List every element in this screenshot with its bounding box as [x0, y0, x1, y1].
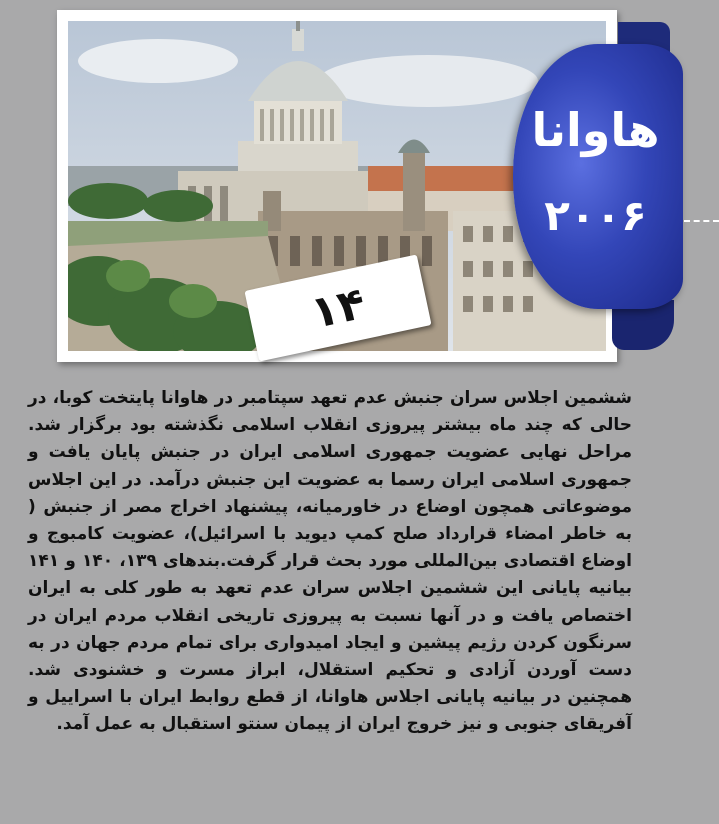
card-number: ۱۴ [306, 277, 370, 339]
city-banner [513, 44, 683, 309]
banner-year: ۲۰۰۶ [544, 191, 647, 240]
banner-title: هاوانا [531, 103, 660, 157]
article-body: ششمین اجلاس سران جنبش عدم تعهد سپتامبر در هاوانا پایتخت کوبا، در حالی که چند ماه بیشتر پیروزی انقلاب اسلامی نگذشته بود برگزار شد. مراحل نهایی عضویت جمهوری اسلامی ایران در جنبش پایان یافت و جمهوری اسلامی ایران رسما به عضویت این جنبش درآمد. در این اجلاس موضوعاتی همچون اوضاع در خاورمیانه، پیشنهاد اخراج مصر از جنبش ( به خاطر امضاء قرارداد صلح کمپ دیوید با اسرائیل)، عضویت کامبوج و اوضاع اقتصادی بین‌المللی مورد بحث قرار گرفت.بندهای ۱۳۹، ۱۴۰ و ۱۴۱ بیانیه پایانی این ششمین اجلاس سران عدم تعهد به طور کلی به ایران اختصاص یافت و در آنها نسبت به پیروزی تاریخی انقلاب مردم ایران در سرنگون کردن رژیم پیشین و ایجاد امیدواری برای تمام مردم جهان در به دست آوردن آزادی و تحکیم استقلال، ابراز مسرت و خشنودی شد. همچنین در بیانیه پایانی اجلاس هاوانا، از قطع روابط ایران با اسراییل و آفریقای جنوبی و نیز خروج ایران از پیمان سنتو استقبال به عمل آمد. [28, 388, 632, 735]
dashed-divider [684, 220, 719, 222]
